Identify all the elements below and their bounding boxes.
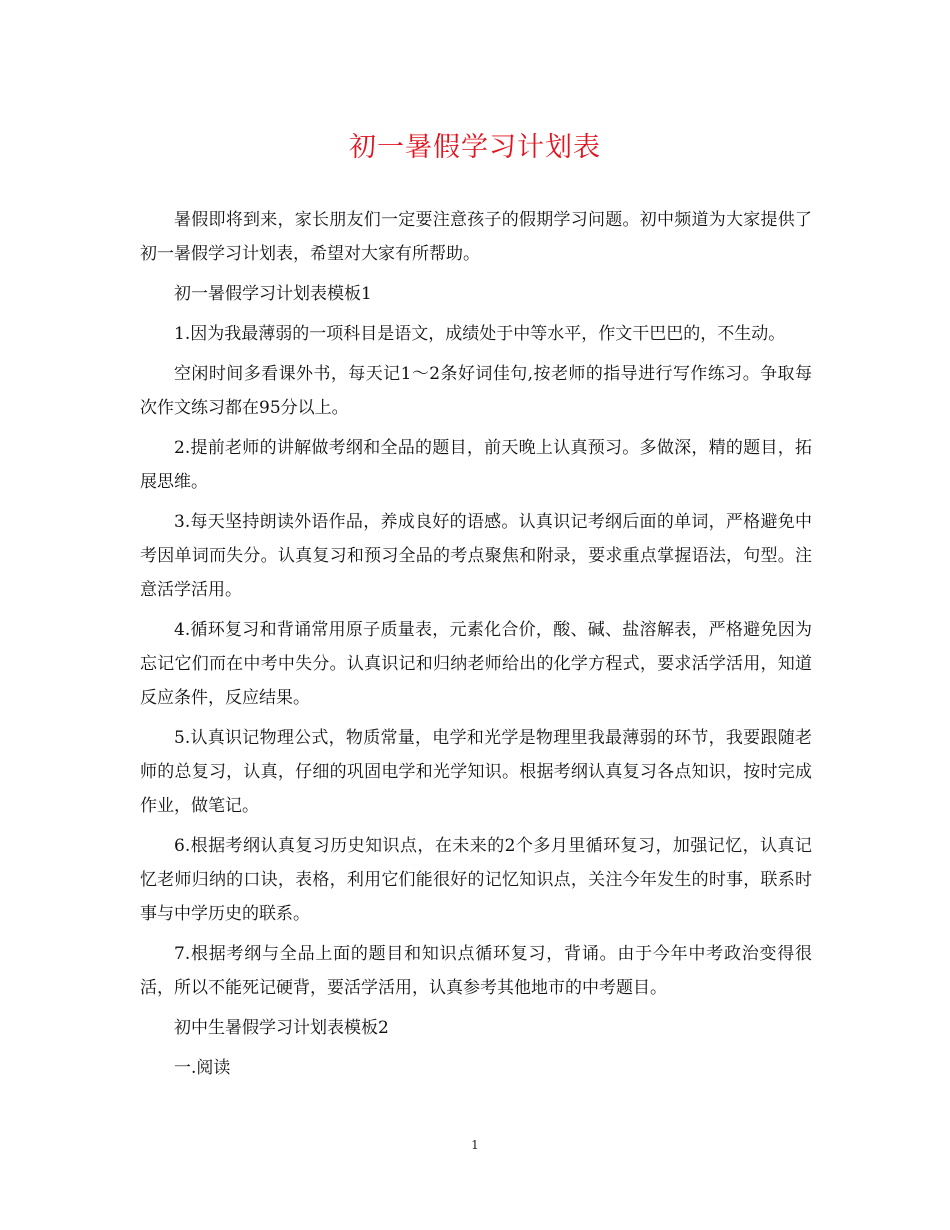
paragraph-intro: 暑假即将到来，家长朋友们一定要注意孩子的假期学习问题。初中频道为大家提供了初一暑假学习计划表，希望对大家有所帮助。 [140, 210, 812, 264]
paragraph-item-2: 2.提前老师的讲解做考纲和全品的题目，前天晚上认真预习。多做深，精的题目，拓展思维。 [140, 438, 812, 492]
page-number: 1 [471, 1138, 479, 1152]
subsection-heading-reading: 一.阅读 [174, 1058, 231, 1078]
section-heading-template-1: 初一暑假学习计划表模板1 [174, 284, 372, 304]
document-title: 初一暑假学习计划表 [349, 132, 601, 163]
paragraph-item-5: 5.认真识记物理公式，物质常量，电学和光学是物理里我最薄弱的环节，我要跟随老师的总复习，认真，仔细的巩固电学和光学知识。根据考纲认真复习各点知识，按时完成作业，做笔记。 [140, 728, 812, 816]
paragraph-item-7: 7.根据考纲与全品上面的题目和知识点循环复习，背诵。由于今年中考政治变得很活，所以不能死记硬背，要活学活用，认真参考其他地市的中考题目。 [140, 944, 812, 998]
section-heading-template-2: 初中生暑假学习计划表模板2 [174, 1018, 389, 1038]
paragraph-item-6: 6.根据考纲认真复习历史知识点，在未来的2个多月里循环复习，加强记忆，认真记忆老师归纳的口诀，表格，利用它们能很好的记忆知识点，关注今年发生的时事，联系时事与中学历史的联系。 [140, 836, 812, 924]
paragraph-item-1: 1.因为我最薄弱的一项科目是语文，成绩处于中等水平，作文干巴巴的，不生动。 [174, 324, 786, 344]
paragraph-item-4: 4.循环复习和背诵常用原子质量表，元素化合价，酸、碱、盐溶解表，严格避免因为忘记它们而在中考中失分。认真识记和归纳老师给出的化学方程式，要求活学活用，知道反应条件，反应结果。 [140, 620, 812, 708]
paragraph-item-3: 3.每天坚持朗读外语作品，养成良好的语感。认真识记考纲后面的单词，严格避免中考因单词而失分。认真复习和预习全品的考点聚焦和附录，要求重点掌握语法，句型。注意活学活用。 [140, 512, 812, 600]
document-body [140, 203, 812, 1091]
paragraph-item-1-detail: 空闲时间多看课外书，每天记1～2条好词佳句,按老师的指导进行写作练习。争取每次作文练习都在95分以上。 [140, 364, 812, 418]
